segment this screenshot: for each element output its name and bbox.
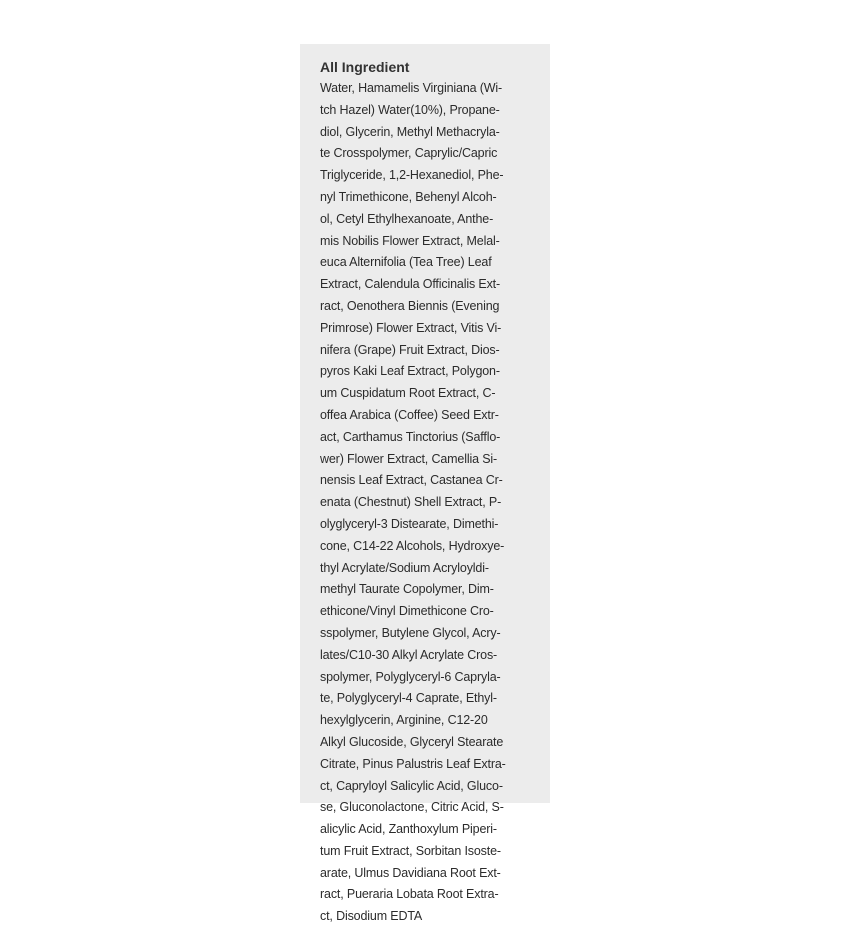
ingredient-line: arate, Ulmus Davidiana Root Ext-	[320, 865, 501, 880]
ingredient-line: Citrate, Pinus Palustris Leaf Extra-	[320, 756, 506, 771]
ingredient-line: ract, Oenothera Biennis (Evening	[320, 298, 500, 313]
ingredient-line: se, Gluconolactone, Citric Acid, S-	[320, 800, 504, 815]
ingredient-line: Water, Hamamelis Virginiana (Wi-	[320, 81, 503, 95]
ingredient-line: nyl Trimethicone, Behenyl Alcoh-	[320, 189, 497, 204]
ingredient-line: te, Polyglyceryl-4 Caprate, Ethyl-	[320, 691, 497, 706]
ingredient-line: Triglyceride, 1,2-Hexanediol, Phe-	[320, 168, 504, 183]
ingredient-line: thyl Acrylate/Sodium Acryloyldi-	[320, 560, 489, 575]
ingredient-line: um Cuspidatum Root Extract, C-	[320, 386, 496, 401]
ingredient-line: pyros Kaki Leaf Extract, Polygon-	[320, 364, 500, 379]
ingredient-line: euca Alternifolia (Tea Tree) Leaf	[320, 255, 492, 270]
ingredient-line: Primrose) Flower Extract, Vitis Vi-	[320, 320, 502, 335]
ingredient-panel	[300, 44, 550, 924]
ingredient-line: nifera (Grape) Fruit Extract, Dios-	[320, 342, 500, 357]
ingredient-line: te Crosspolymer, Caprylic/Capric	[320, 146, 498, 161]
ingredient-line: spolymer, Polyglyceryl-6 Capryla-	[320, 669, 501, 684]
ingredient-line: ract, Pueraria Lobata Root Extra-	[320, 887, 499, 902]
ingredient-line: alicylic Acid, Zanthoxylum Piperi-	[320, 822, 497, 837]
ingredient-line: lates/C10-30 Alkyl Acrylate Cros-	[320, 647, 498, 662]
ingredient-line: cone, C14-22 Alcohols, Hydroxye-	[320, 538, 505, 553]
ingredient-line: ct, Disodium EDTA	[320, 909, 423, 924]
ingredient-line: diol, Glycerin, Methyl Methacryla-	[320, 124, 500, 139]
ingredient-line: olyglyceryl-3 Distearate, Dimethi-	[320, 516, 499, 531]
ingredient-title: All Ingredient	[320, 59, 410, 75]
ingredient-line: tum Fruit Extract, Sorbitan Isoste-	[320, 843, 501, 858]
ingredient-line: ol, Cetyl Ethylhexanoate, Anthe-	[320, 211, 494, 226]
ingredient-line: Extract, Calendula Officinalis Ext-	[320, 277, 501, 292]
ingredient-list	[320, 78, 550, 928]
ingredient-line: wer) Flower Extract, Camellia Si-	[320, 451, 498, 466]
ingredient-line: tch Hazel) Water(10%), Propane-	[320, 102, 500, 117]
ingredient-line: act, Carthamus Tinctorius (Safflo-	[320, 429, 501, 444]
ingredient-line: methyl Taurate Copolymer, Dim-	[320, 582, 494, 597]
ingredient-line: ethicone/Vinyl Dimethicone Cro-	[320, 604, 494, 619]
ingredient-line: mis Nobilis Flower Extract, Melal-	[320, 233, 500, 248]
ingredient-line: enata (Chestnut) Shell Extract, P-	[320, 495, 502, 510]
ingredient-line: nensis Leaf Extract, Castanea Cr-	[320, 473, 503, 488]
ingredient-line: hexylglycerin, Arginine, C12-20	[320, 713, 488, 728]
ingredient-line: ct, Capryloyl Salicylic Acid, Gluco-	[320, 778, 503, 793]
ingredient-line: offea Arabica (Coffee) Seed Extr-	[320, 407, 499, 422]
ingredient-line: Alkyl Glucoside, Glyceryl Stearate	[320, 734, 504, 749]
ingredient-line: sspolymer, Butylene Glycol, Acry-	[320, 625, 501, 640]
